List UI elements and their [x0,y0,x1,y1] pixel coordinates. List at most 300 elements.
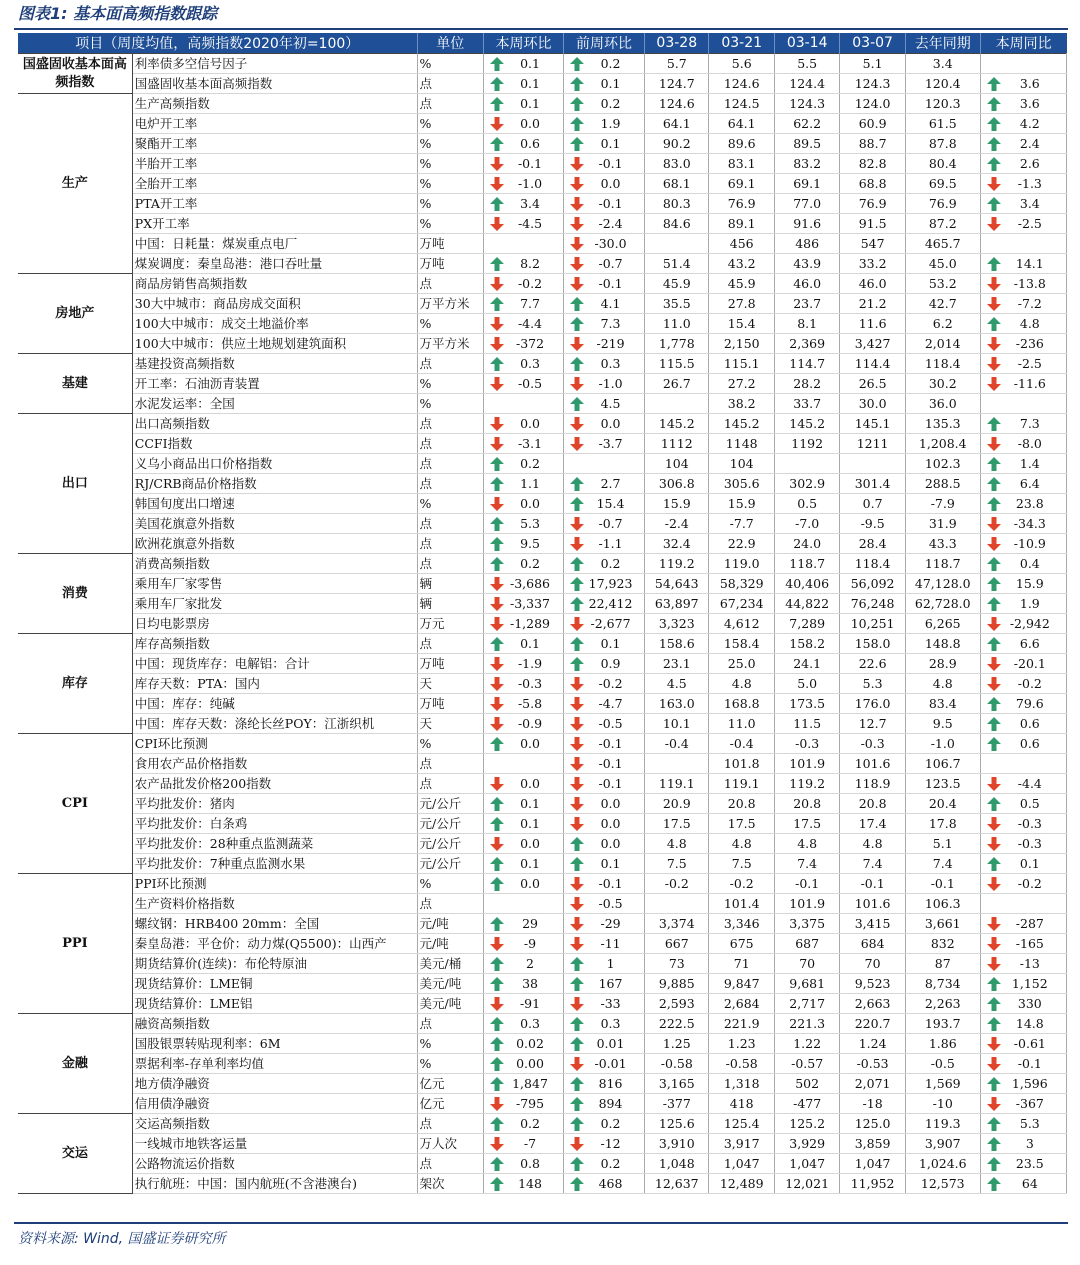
change-value: 0.0 [600,416,621,431]
change-value: -0.2 [598,676,623,691]
arrow-down-icon [489,376,505,392]
weekly-value: 1112 [645,434,709,454]
table-row [18,114,1067,134]
change-wrap [566,574,642,593]
weekly-value: 2,150 [709,334,774,354]
header-prev-wow: 前周环比 [564,33,645,54]
arrow-up-icon [569,596,585,612]
unit-cell: 万元 [417,614,484,634]
table-row [18,94,1067,114]
unit-cell: 万平方米 [417,294,484,314]
change-value: 5.3 [520,516,540,531]
weekly-value [840,454,905,474]
indicator-name: 国盛固收基本面高频指数 [132,74,417,94]
change-cell [564,974,645,994]
change-value: 148 [518,1176,542,1191]
table-row [18,514,1067,534]
change-cell [484,1134,564,1154]
weekly-value: 114.4 [840,354,905,374]
change-cell [564,734,645,754]
table-row [18,1154,1067,1174]
unit-cell: 点 [417,1114,484,1134]
change-value: 0.6 [1019,716,1040,731]
indicator-name: PPI环比预测 [132,874,417,894]
change-cell [564,1114,645,1134]
change-wrap [566,1094,642,1113]
table-row [18,554,1067,574]
change-value: -3,686 [510,576,551,591]
change-value: 4.2 [1019,116,1040,131]
change-wrap [566,1174,642,1193]
change-value: 0.0 [600,176,621,191]
change-wrap [486,1034,561,1053]
arrow-down-icon [489,496,505,512]
arrow-down-icon [569,676,585,692]
weekly-value: 124.4 [774,74,839,94]
arrow-up-icon [489,916,505,932]
change-wrap [566,834,642,853]
last-year-value: 4.8 [905,674,980,694]
unit-cell: 亿元 [417,1074,484,1094]
weekly-value: 83.1 [709,154,774,174]
unit-cell: 点 [417,514,484,534]
unit-cell: 亿元 [417,1094,484,1114]
change-cell [564,534,645,554]
change-value: 0.1 [1019,856,1040,871]
arrow-up-icon [986,76,1002,92]
change-value: 0.3 [600,1016,621,1031]
arrow-up-icon [489,856,505,872]
indicator-name: 库存天数：PTA：国内 [132,674,417,694]
indicator-name: 信用债净融资 [132,1094,417,1114]
arrow-down-icon [569,216,585,232]
change-wrap [983,634,1064,653]
change-wrap [486,1094,561,1113]
weekly-value: 56,092 [840,574,905,594]
change-cell [980,474,1066,494]
header-item: 项目（周度均值，高频指数2020年初=100） [18,33,417,54]
weekly-value: 667 [645,934,709,954]
change-cell [564,134,645,154]
weekly-value: 684 [840,934,905,954]
indicator-name: 国股银票转贴现利率：6M [132,1034,417,1054]
arrow-down-icon [569,336,585,352]
unit-cell: 点 [417,474,484,494]
change-value: -165 [1015,936,1044,951]
header-wow: 本周环比 [484,33,564,54]
unit-cell: % [417,154,484,174]
change-cell [980,114,1066,134]
change-value: -219 [596,336,625,351]
table-row [18,134,1067,154]
arrow-down-icon [569,736,585,752]
change-value: -9 [523,936,537,951]
table-row [18,294,1067,314]
weekly-value: 3,346 [709,914,774,934]
arrow-down-icon [489,1136,505,1152]
arrow-up-icon [986,136,1002,152]
change-cell [980,734,1066,754]
arrow-up-icon [569,496,585,512]
change-wrap [566,774,642,793]
arrow-up-icon [489,556,505,572]
unit-cell: % [417,114,484,134]
unit-cell: % [417,1054,484,1074]
weekly-value: 3,323 [645,614,709,634]
header-unit: 单位 [417,33,484,54]
change-wrap [983,1154,1064,1173]
change-value: 14.1 [1015,256,1044,271]
change-wrap [983,614,1064,633]
unit-cell: 点 [417,354,484,374]
last-year-value: 1,024.6 [905,1154,980,1174]
change-value: 38 [522,976,538,991]
change-cell [564,354,645,374]
header-yoy: 本周同比 [980,33,1066,54]
weekly-value: 15.9 [709,494,774,514]
indicator-name: 煤炭调度：秦皇岛港：港口吞吐量 [132,254,417,274]
weekly-value: 76.9 [709,194,774,214]
change-cell [980,654,1066,674]
arrow-down-icon [569,616,585,632]
indicator-name: 商品房销售高频指数 [132,274,417,294]
change-cell [484,554,564,574]
change-wrap [566,554,642,573]
change-cell [980,1054,1066,1074]
change-cell [564,274,645,294]
change-wrap [983,774,1064,793]
change-cell [564,54,645,74]
change-cell [484,54,564,74]
change-value: -3.7 [598,436,623,451]
arrow-up-icon [986,576,1002,592]
change-cell [564,414,645,434]
weekly-value [645,754,709,774]
change-value: -20.1 [1013,656,1046,671]
change-value: -4.4 [1017,776,1042,791]
change-wrap [486,674,561,693]
weekly-value: 118.4 [840,554,905,574]
last-year-value: -0.1 [905,874,980,894]
change-cell [484,334,564,354]
unit-cell: 天 [417,674,484,694]
weekly-value: 3,929 [774,1134,839,1154]
weekly-value: 124.7 [645,74,709,94]
change-value: 5.3 [1019,1116,1040,1131]
table-row [18,334,1067,354]
change-wrap [486,994,561,1013]
change-cell [564,234,645,254]
weekly-value: 10.1 [645,714,709,734]
change-wrap [983,234,1064,253]
change-value: 0.1 [600,136,621,151]
change-wrap [983,994,1064,1013]
unit-cell: 点 [417,634,484,654]
indicator-name: 全胎开工率 [132,174,417,194]
arrow-up-icon [986,1176,1002,1192]
table-row [18,934,1067,954]
arrow-up-icon [986,256,1002,272]
change-cell [484,534,564,554]
weekly-value: 4.8 [709,834,774,854]
change-value: 0.9 [600,656,621,671]
change-wrap [486,1174,561,1193]
change-cell [564,334,645,354]
change-wrap [566,54,642,73]
arrow-up-icon [986,96,1002,112]
change-wrap [983,434,1064,453]
change-value: 0.0 [520,496,540,511]
change-wrap [983,174,1064,193]
bottom-rule [14,1222,1068,1224]
change-cell [564,874,645,894]
change-cell [980,894,1066,914]
header-row [18,33,1067,54]
weekly-value: 4,612 [709,614,774,634]
change-wrap [983,374,1064,393]
arrow-up-icon [569,96,585,112]
change-wrap [486,974,561,993]
arrow-up-icon [986,156,1002,172]
change-cell [484,1154,564,1174]
unit-cell: 美元/吨 [417,974,484,994]
weekly-value: 45.9 [645,274,709,294]
arrow-up-icon [489,736,505,752]
change-value: 17,923 [588,576,633,591]
arrow-up-icon [569,356,585,372]
weekly-value: 168.8 [709,694,774,714]
weekly-value: 20.9 [645,794,709,814]
weekly-value: 158.2 [774,634,839,654]
change-value: 7.3 [1019,416,1040,431]
arrow-down-icon [489,616,505,632]
change-value: -0.2 [1017,676,1042,691]
arrow-down-icon [489,596,505,612]
last-year-value: 193.7 [905,1014,980,1034]
table-row [18,774,1067,794]
change-wrap [983,254,1064,273]
arrow-down-icon [986,336,1002,352]
change-wrap [566,1014,642,1033]
weekly-value: 15.9 [645,494,709,514]
change-cell [980,534,1066,554]
change-wrap [983,134,1064,153]
weekly-value: -0.3 [840,734,905,754]
change-wrap [983,534,1064,553]
unit-cell: 元/吨 [417,934,484,954]
unit-cell: % [417,874,484,894]
change-wrap [486,1014,561,1033]
change-wrap [486,1154,561,1173]
last-year-value: 1.86 [905,1034,980,1054]
weekly-value: 17.4 [840,814,905,834]
last-year-value: 17.8 [905,814,980,834]
arrow-up-icon [986,736,1002,752]
unit-cell: 万吨 [417,654,484,674]
change-cell [980,614,1066,634]
indicator-name: 100大中城市：供应土地规划建筑面积 [132,334,417,354]
arrow-down-icon [569,996,585,1012]
change-value: 6.4 [1019,476,1040,491]
weekly-value: 2,369 [774,334,839,354]
weekly-value: 145.1 [840,414,905,434]
unit-cell: 美元/吨 [417,994,484,1014]
change-value: -13 [1019,956,1040,971]
arrow-up-icon [986,1016,1002,1032]
weekly-value: 4.8 [840,834,905,854]
empty-icon-slot [569,456,585,472]
change-value: -372 [515,336,545,351]
change-value: 330 [1017,996,1042,1011]
change-wrap [983,1114,1064,1133]
unit-cell: 美元/桶 [417,954,484,974]
category-label: 交运 [18,1114,132,1194]
arrow-down-icon [986,516,1002,532]
arrow-up-icon [986,456,1002,472]
change-value: 22,412 [588,596,633,611]
weekly-value: -0.1 [774,874,839,894]
table-row [18,574,1067,594]
category-label: CPI [18,734,132,874]
weekly-value: 64.1 [645,114,709,134]
change-value: -367 [1015,1096,1044,1111]
change-wrap [566,494,642,513]
change-cell [484,194,564,214]
change-value: 8.2 [520,256,540,271]
change-value: 64 [1021,1176,1038,1191]
weekly-value: 305.6 [709,474,774,494]
change-cell [980,214,1066,234]
weekly-value: 8.1 [774,314,839,334]
change-value: 0.1 [520,96,540,111]
indicator-name: 平均批发价：猪肉 [132,794,417,814]
arrow-up-icon [489,876,505,892]
change-cell [564,814,645,834]
change-cell [484,134,564,154]
change-wrap [566,354,642,373]
change-wrap [566,454,642,473]
change-wrap [566,1114,642,1133]
weekly-value: 70 [840,954,905,974]
weekly-value: 89.6 [709,134,774,154]
change-wrap [486,374,561,393]
last-year-value: -1.0 [905,734,980,754]
weekly-value: 1,778 [645,334,709,354]
arrow-up-icon [489,256,505,272]
change-cell [484,434,564,454]
change-cell [564,174,645,194]
arrow-up-icon [569,856,585,872]
change-value: 29 [522,916,538,931]
weekly-value: 3,374 [645,914,709,934]
weekly-value: 306.8 [645,474,709,494]
weekly-value: 80.3 [645,194,709,214]
change-wrap [486,414,561,433]
arrow-down-icon [569,716,585,732]
weekly-value: -7.0 [774,514,839,534]
change-wrap [566,974,642,993]
change-value: -0.1 [1017,1056,1042,1071]
weekly-value: 26.5 [840,374,905,394]
arrow-up-icon [986,596,1002,612]
weekly-value: 43.2 [709,254,774,274]
weekly-value: 2,684 [709,994,774,1014]
arrow-up-icon [986,1136,1002,1152]
empty-icon-slot [986,236,1002,252]
weekly-value: 158.0 [840,634,905,654]
weekly-value: 119.0 [709,554,774,574]
table-row [18,914,1067,934]
change-value: -34.3 [1013,516,1046,531]
change-wrap [486,814,561,833]
change-cell [980,754,1066,774]
change-cell [980,694,1066,714]
change-cell [484,494,564,514]
change-wrap [983,1094,1064,1113]
weekly-value: 115.1 [709,354,774,374]
arrow-down-icon [569,276,585,292]
change-value: 0.2 [520,556,540,571]
table-row [18,814,1067,834]
weekly-value: -7.7 [709,514,774,534]
change-wrap [983,794,1064,813]
change-wrap [983,834,1064,853]
arrow-up-icon [489,1116,505,1132]
table-row [18,994,1067,1014]
weekly-value: 63,897 [645,594,709,614]
change-value: 468 [598,1176,623,1191]
last-year-value: 83.4 [905,694,980,714]
weekly-value: 32.4 [645,534,709,554]
change-value: -91 [519,996,541,1011]
unit-cell: 万吨 [417,234,484,254]
change-cell [564,1034,645,1054]
change-cell [564,1134,645,1154]
change-value: 3.4 [520,196,540,211]
change-value: -1.0 [517,176,543,191]
change-cell [564,894,645,914]
weekly-value: 11.0 [645,314,709,334]
change-wrap [566,594,642,613]
unit-cell: 点 [417,434,484,454]
unit-cell: 点 [417,554,484,574]
arrow-down-icon [986,216,1002,232]
arrow-down-icon [569,176,585,192]
arrow-down-icon [569,696,585,712]
arrow-down-icon [569,796,585,812]
change-value: 0.6 [520,136,540,151]
change-wrap [983,574,1064,593]
change-wrap [486,314,561,333]
change-value: -4.4 [517,316,543,331]
arrow-down-icon [569,1056,585,1072]
last-year-value: 118.4 [905,354,980,374]
change-wrap [983,194,1064,213]
change-cell [484,294,564,314]
change-wrap [486,294,561,313]
change-wrap [566,954,642,973]
change-cell [980,234,1066,254]
weekly-value: 68.8 [840,174,905,194]
source-note: 资料来源: Wind, 国盛证券研究所 [18,1231,226,1247]
weekly-value: 4.8 [645,834,709,854]
weekly-value: 0.5 [774,494,839,514]
arrow-up-icon [569,116,585,132]
change-wrap [983,74,1064,93]
last-year-value: 120.3 [905,94,980,114]
weekly-value: 91.6 [774,214,839,234]
change-cell [980,454,1066,474]
